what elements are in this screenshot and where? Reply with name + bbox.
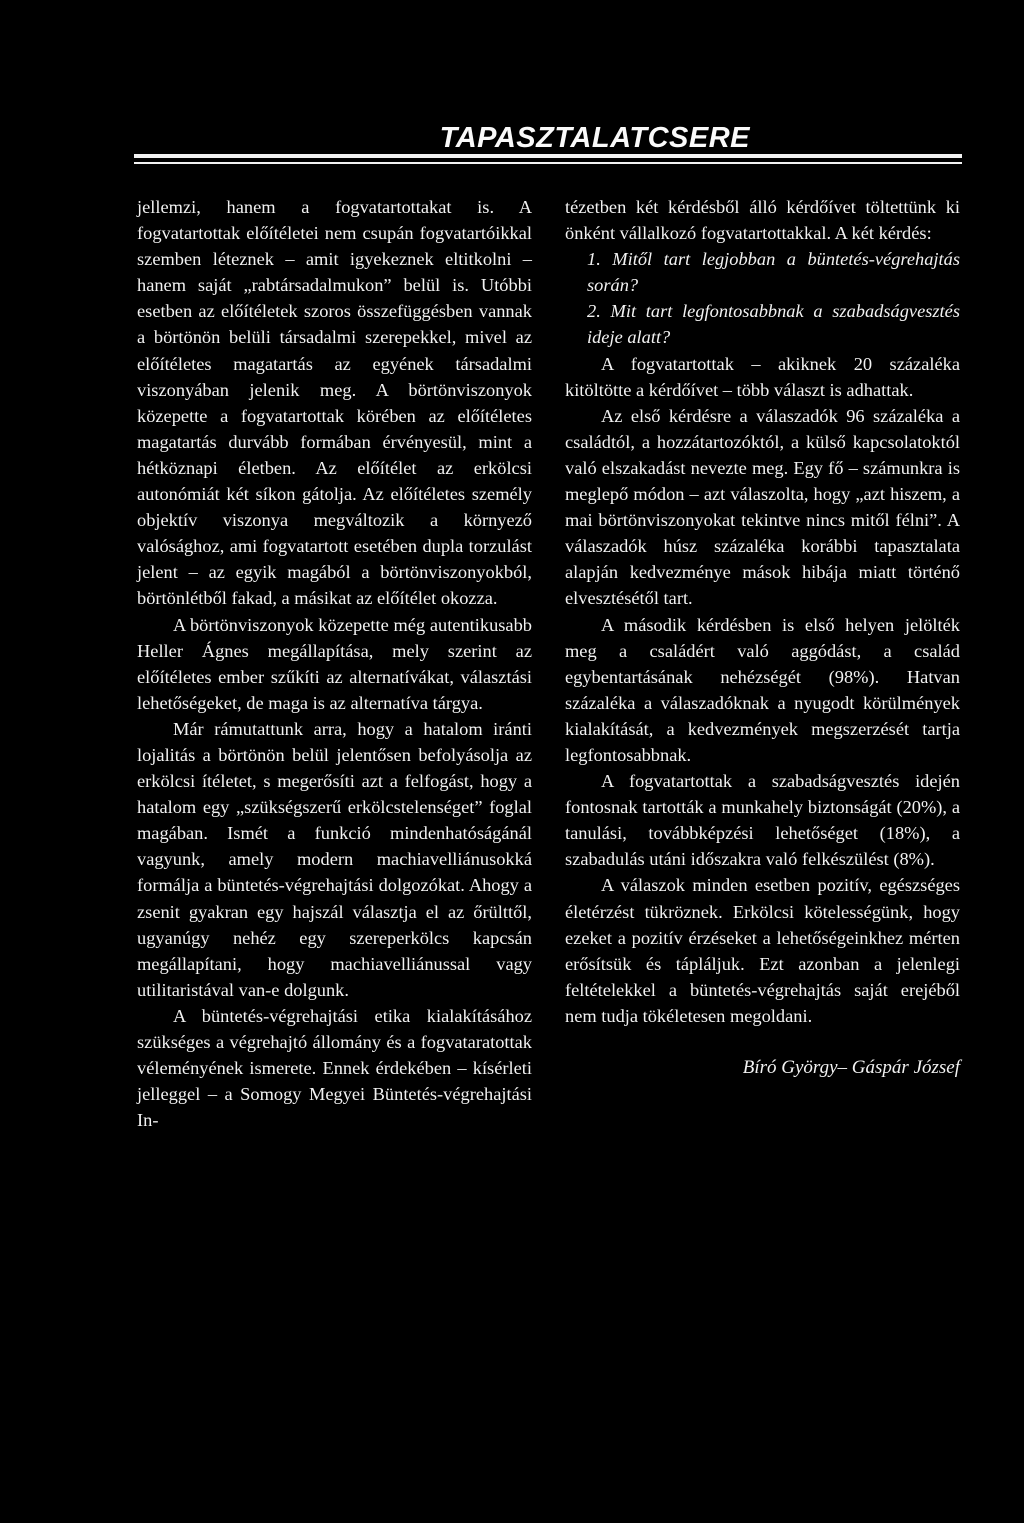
paragraph: jellemzi, hanem a fogvatartottakat is. A fogvatartottak előítéletei nem csupán fogvatartóikkal szemben léteznek – amit igyekeznek eltitkolni – hanem saját „rabtársadalmukon” belül is. Utóbbi esetben az előítéletek szoros összefüggésben vannak a börtönön belüli társadalmi szerepekkel, mivel az előítéletes magatartás az egyének társadalmi viszonyában jelenik meg. A börtönviszonyok közepette a fogvatartottak körében az előítéletes magatartás durvább formában érvényesül, mint a hétköznapi életben. Az előítélet az erkölcsi autonómiát két síkon gátolja. Az előítéletes személy objektív viszonya megváltozik a környező valósághoz, ami fogvatartott esetében dupla torzulást jelent – az egyik magából a börtönviszonyokból, börtönlétből fakad, a másikat az előítélet okozza. xyxy=(137,197,532,609)
survey-question: 1. Mitől tart legjobban a büntetés-végrehajtás során? xyxy=(587,249,960,296)
paragraph: A második kérdésben is első helyen jelölték meg a családért való aggódást, a család egybentartásának nehézségét (98%). Hatvan százaléka a válaszadóknak a nyugodt körülmények kialakítását, a kedvezmények megszerzését tartja legfontosabbnak. xyxy=(565,614,960,765)
section-title: TAPASZTALATCSERE xyxy=(439,122,750,154)
header-rule-thin xyxy=(134,162,962,164)
paragraph: A büntetés-végrehajtási etika kialakításához szükséges a végrehajtó állomány és a fogvataratottak véleményének ismerete. Ennek érdekében – kísérleti jelleggel – a Somogy Megyei Büntetés-végrehajtási In- xyxy=(137,1005,532,1131)
paragraph: A fogvatartottak a szabadságvesztés idején fontosnak tartották a munkahely biztonságát (20%), a tanulási, továbbképzési lehetőséget (18%), a szabadulás utáni időszakra való felkészülést (8%). xyxy=(565,771,960,870)
header-rule-thick xyxy=(134,154,962,158)
paragraph: Az első kérdésre a válaszadók 96 százaléka a családtól, a hozzátartozóktól, a külső kapcsolatoktól való elszakadást nevezte meg. Egy fő – számunkra is meglepő módon – azt válaszolta, hogy „azt hiszem, a mai börtönviszonyokat tekintve nincs mitől félni”. A válaszadók húsz százaléka korábbi tapasztalata alapján kedvezménye mások hibája miatt történő elvesztésétől tart. xyxy=(565,405,960,609)
paragraph: Már rámutattunk arra, hogy a hatalom iránti lojalitás a börtönön belül jelentősen befolyásolja az erkölcsi ítéletet, s megerősíti azt a felfogást, hogy a hatalom egy „szükségszerű erkölcstelenséget” foglal magában. Ismét a funkció mindenhatóságánál vagyunk, amely modern machiavelliánusokká formálja a büntetés-végrehajtási dolgozókat. Ahogy a zsenit gyakran egy hajszál választja el az őrülttől, ugyanúgy nehéz egy szereperkölcs kapcsán megállapítani, hogy machiavelliánussal vagy utilitaristával van-e dolgunk. xyxy=(137,718,532,1000)
right-column xyxy=(565,194,960,1081)
author-signature: Bíró György– Gáspár József xyxy=(742,1057,960,1078)
paragraph: A fogvatartottak – akiknek 20 százaléka kitöltötte a kérdőívet – több választ is adhattak. xyxy=(565,353,960,400)
survey-question: 2. Mit tart legfontosabbnak a szabadságvesztés ideje alatt? xyxy=(587,301,960,348)
paragraph: A válaszok minden esetben pozitív, egészséges életérzést tükröznek. Erkölcsi kötelességünk, hogy ezeket a pozitív érzéseket a lehetőségeinkhez mérten erősítsük és tápláljuk. Ezt azonban a jelenlegi feltételekkel a büntetés-végrehajtás saját erejéből nem tudja tökéletesen megoldani. xyxy=(565,875,960,1026)
paragraph: A börtönviszonyok közepette még autentikusabb Heller Ágnes megállapítása, mely szerint az előítéletes ember szűkíti az alternatívákat, választási lehetőségeket, de maga is az alternatíva tárgya. xyxy=(137,614,532,713)
left-column xyxy=(137,194,532,1133)
paragraph: tézetben két kérdésből álló kérdőívet töltettünk ki önként vállalkozó fogvatartottakkal. A két kérdés: xyxy=(565,197,960,244)
page-header xyxy=(134,118,962,166)
